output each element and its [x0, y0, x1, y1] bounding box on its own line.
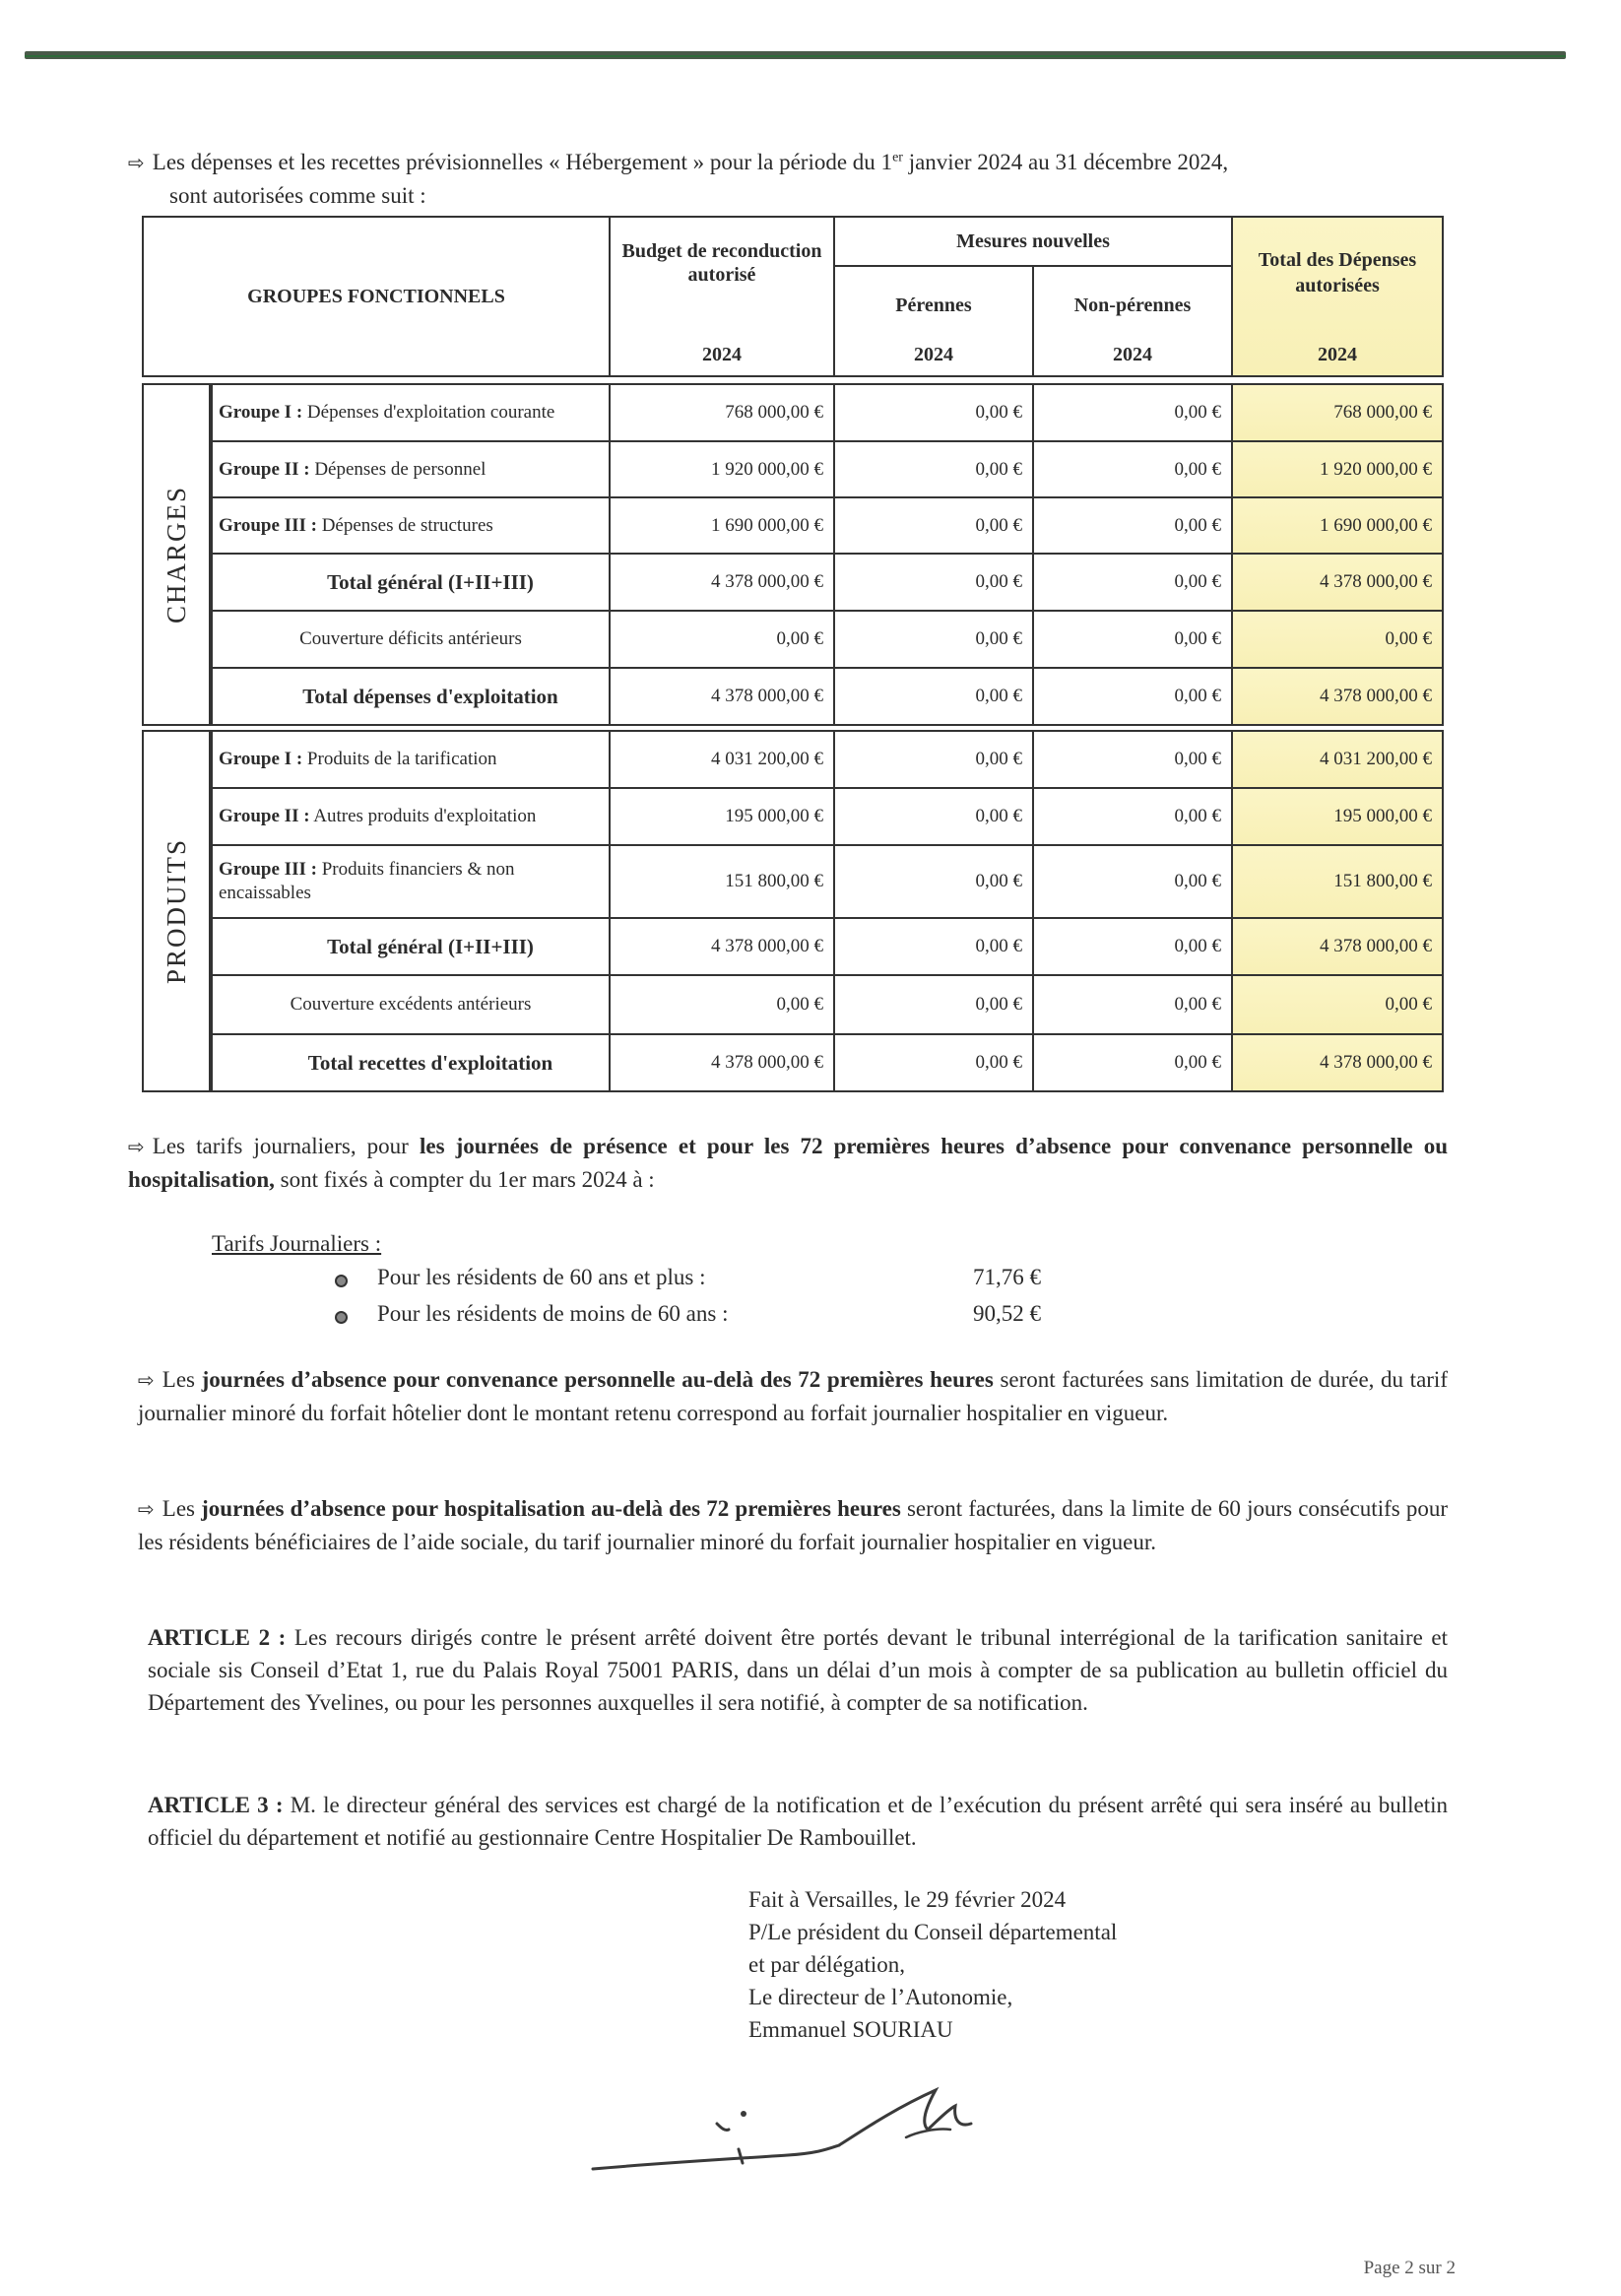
charges-total-cell: 4 378 000,00 € — [1231, 667, 1444, 726]
tarifs-bold: les journées de présence et pour les 72 premières heures d’absence pour convenance personnelle ou hospitalisation, — [128, 1134, 1448, 1192]
charges-non_perennes-cell: 0,00 € — [1032, 383, 1233, 442]
row-label-text — [219, 401, 554, 425]
header-groupes — [142, 216, 611, 377]
row-label-bold: Groupe II : — [219, 458, 310, 480]
article-3 — [148, 1789, 1448, 1854]
absence-convenance-paragraph — [138, 1363, 1448, 1429]
tarifs-text-end: sont fixés à compter du 1er mars 2024 à : — [274, 1167, 655, 1192]
row-label-normal: Autres produits d'exploitation — [309, 806, 537, 826]
charges-budget-cell: 768 000,00 € — [609, 383, 835, 442]
row-label-bold: Total général (I+II+III) — [327, 935, 534, 958]
charges-budget-cell: 4 378 000,00 € — [609, 553, 835, 612]
header-mesures — [833, 216, 1233, 267]
tarifs-paragraph — [128, 1130, 1448, 1196]
row-label-normal: Produits financiers & non encaissables — [219, 859, 515, 903]
arrow-icon: ⇨ — [128, 151, 145, 174]
row-label — [211, 730, 611, 789]
page-number: Page 2 sur 2 — [1363, 2258, 1456, 2278]
charges-budget-cell: 4 378 000,00 € — [609, 667, 835, 726]
row-label-text — [327, 935, 534, 958]
row-label-bold: Total dépenses d'exploitation — [302, 685, 558, 708]
arrow-icon: ⇨ — [138, 1368, 155, 1392]
header-non-perennes-year: 2024 — [1113, 344, 1152, 365]
row-label — [211, 610, 611, 669]
row-label — [211, 496, 611, 555]
produits-budget-cell: 0,00 € — [609, 974, 835, 1035]
charges-total-cell: 0,00 € — [1231, 610, 1444, 669]
produits-budget-cell: 4 378 000,00 € — [609, 1033, 835, 1092]
bullet-icon — [335, 1311, 348, 1324]
produits-total-cell: 4 031 200,00 € — [1231, 730, 1444, 789]
header-groupes-text: GROUPES FONCTIONNELS — [247, 285, 505, 307]
row-label-text — [308, 1051, 552, 1075]
tarifs-heading-text: Tarifs Journaliers : — [212, 1231, 382, 1256]
absence-hospitalisation-paragraph — [138, 1492, 1448, 1558]
signature-line: Emmanuel SOURIAU — [748, 2017, 953, 2042]
row-label-text — [302, 685, 557, 708]
charges-total-cell: 1 920 000,00 € — [1231, 440, 1444, 498]
charges-perennes-cell: 0,00 € — [833, 496, 1034, 555]
charges-perennes-cell: 0,00 € — [833, 440, 1034, 498]
row-label — [211, 844, 611, 919]
row-label — [211, 1033, 611, 1092]
article-3-text: M. le directeur général des services est chargé de la notification et de l’exécution du présent arrêté qui sera inséré au bulletin officiel du département et notifié au gestionnaire Centre Hospitalier De Rambouillet. — [148, 1793, 1448, 1850]
signature-line: Fait à Versailles, le 29 février 2024 — [748, 1887, 1067, 1912]
charges-budget-cell: 1 920 000,00 € — [609, 440, 835, 498]
row-label — [211, 667, 611, 726]
header-perennes — [833, 265, 1034, 377]
charges-budget-cell: 0,00 € — [609, 610, 835, 669]
header-budget-text: Budget de reconduction autorisé — [621, 240, 822, 286]
article-2 — [148, 1621, 1448, 1719]
hospitalisation-bold: journées d’absence pour hospitalisation au-delà des 72 premières heures — [201, 1496, 901, 1521]
charges-perennes-cell: 0,00 € — [833, 610, 1034, 669]
produits-total-cell: 195 000,00 € — [1231, 787, 1444, 846]
header-total — [1231, 216, 1444, 377]
row-label-text — [219, 858, 609, 905]
signature-line: Le directeur de l’Autonomie, — [748, 1985, 1013, 2009]
section-produits — [142, 730, 211, 1092]
tarifs-text: Les tarifs journaliers, pour — [152, 1134, 420, 1158]
produits-perennes-cell: 0,00 € — [833, 730, 1034, 789]
intro-line2: sont autorisées comme suit : — [169, 183, 426, 208]
produits-non_perennes-cell: 0,00 € — [1032, 974, 1233, 1035]
produits-non_perennes-cell: 0,00 € — [1032, 917, 1233, 976]
produits-budget-cell: 195 000,00 € — [609, 787, 835, 846]
charges-non_perennes-cell: 0,00 € — [1032, 553, 1233, 612]
hospitalisation-text: Les — [162, 1496, 202, 1521]
article-2-title: ARTICLE 2 : — [148, 1625, 287, 1650]
header-perennes-year: 2024 — [914, 344, 953, 365]
intro-text-end: janvier 2024 au 31 décembre 2024, — [902, 150, 1229, 174]
produits-total-cell: 151 800,00 € — [1231, 844, 1444, 919]
row-label-bold: Groupe III : — [219, 859, 317, 880]
charges-budget-cell: 1 690 000,00 € — [609, 496, 835, 555]
produits-total-cell: 4 378 000,00 € — [1231, 1033, 1444, 1092]
produits-non_perennes-cell: 0,00 € — [1032, 1033, 1233, 1092]
article-2-text: Les recours dirigés contre le présent arrêté doivent être portés devant le tribunal interrégional de la tarification sanitaire et sociale sis Conseil d’Etat 1, rue du Palais Royal 75001 PARIS, dans un délai d’un mois à compter de sa publication au bulletin officiel du Département des Yvelines, ou pour les personnes auxquelles il sera notifié, à compter de sa notification. — [148, 1625, 1448, 1715]
produits-non_perennes-cell: 0,00 € — [1032, 787, 1233, 846]
row-label-text — [299, 627, 522, 651]
produits-perennes-cell: 0,00 € — [833, 844, 1034, 919]
row-label-text — [219, 458, 486, 482]
row-label — [211, 974, 611, 1035]
produits-perennes-cell: 0,00 € — [833, 974, 1034, 1035]
article-3-title: ARTICLE 3 : — [148, 1793, 284, 1817]
row-label-normal: Couverture excédents antérieurs — [290, 994, 532, 1015]
row-label — [211, 787, 611, 846]
row-label-bold: Total recettes d'exploitation — [307, 1051, 553, 1075]
header-total-year: 2024 — [1318, 344, 1357, 365]
top-rule-accent — [25, 55, 1566, 57]
row-label-normal: Dépenses d'exploitation courante — [302, 402, 555, 423]
intro-text: Les dépenses et les recettes prévisionnelles « Hébergement » pour la période du 1 — [152, 150, 893, 174]
row-label-bold: Groupe II : — [219, 806, 310, 826]
tarifs-heading — [212, 1227, 381, 1260]
header-perennes-text: Pérennes — [895, 295, 972, 316]
row-label-bold: Groupe III : — [219, 514, 317, 536]
charges-total-cell: 1 690 000,00 € — [1231, 496, 1444, 555]
section-charges-label: CHARGES — [161, 485, 191, 624]
row-label — [211, 440, 611, 498]
produits-budget-cell: 4 031 200,00 € — [609, 730, 835, 789]
produits-non_perennes-cell: 0,00 € — [1032, 844, 1233, 919]
arrow-icon: ⇨ — [128, 1135, 145, 1158]
header-non-perennes-text: Non-pérennes — [1073, 295, 1192, 316]
row-label-text — [291, 993, 532, 1017]
row-label — [211, 553, 611, 612]
bullet-icon — [335, 1275, 348, 1287]
produits-non_perennes-cell: 0,00 € — [1032, 730, 1233, 789]
convenance-bold: journées d’absence pour convenance personnelle au-delà des 72 premières heures — [201, 1367, 994, 1392]
row-label-bold: Groupe I : — [219, 402, 303, 423]
hospitalisation-text-end: seront facturées, dans la limite de 60 jours consécutifs pour les résidents bénéficiaires de l’aide sociale, du tarif journalier minoré du forfait journalier hospitalier en vigueur. — [138, 1496, 1448, 1554]
row-label-normal: Dépenses de structures — [316, 514, 493, 536]
signature-line: P/Le président du Conseil départemental — [748, 1920, 1118, 1944]
produits-budget-cell: 4 378 000,00 € — [609, 917, 835, 976]
produits-perennes-cell: 0,00 € — [833, 787, 1034, 846]
charges-total-cell: 4 378 000,00 € — [1231, 553, 1444, 612]
section-charges — [142, 383, 211, 726]
produits-budget-cell: 151 800,00 € — [609, 844, 835, 919]
charges-non_perennes-cell: 0,00 € — [1032, 440, 1233, 498]
row-label-normal: Produits de la tarification — [302, 749, 497, 769]
header-non-perennes — [1032, 265, 1233, 377]
row-label-text — [219, 748, 497, 771]
signature-line: et par délégation, — [748, 1952, 906, 1977]
header-mesures-text: Mesures nouvelles — [956, 230, 1110, 252]
handwritten-signature — [581, 2068, 1034, 2197]
header-budget — [609, 216, 835, 377]
charges-non_perennes-cell: 0,00 € — [1032, 667, 1233, 726]
intro-paragraph — [128, 146, 1458, 212]
header-total-text: Total des Dépenses autorisées — [1258, 249, 1417, 296]
tarif-label: Pour les résidents de 60 ans et plus : — [377, 1265, 706, 1289]
signature-block — [748, 1883, 1117, 2046]
row-label-normal: Couverture déficits antérieurs — [299, 628, 522, 649]
tarif-value: 71,76 € — [973, 1265, 1041, 1289]
produits-total-cell: 4 378 000,00 € — [1231, 917, 1444, 976]
arrow-icon: ⇨ — [138, 1497, 155, 1521]
charges-perennes-cell: 0,00 € — [833, 553, 1034, 612]
charges-total-cell: 768 000,00 € — [1231, 383, 1444, 442]
charges-non_perennes-cell: 0,00 € — [1032, 496, 1233, 555]
produits-perennes-cell: 0,00 € — [833, 1033, 1034, 1092]
convenance-text: Les — [162, 1367, 202, 1392]
charges-non_perennes-cell: 0,00 € — [1032, 610, 1233, 669]
produits-total-cell: 0,00 € — [1231, 974, 1444, 1035]
convenance-text-end: seront facturées sans limitation de durée, du tarif journalier minoré du forfait hôtelier dont le montant retenu correspond au forfait journalier hospitalier en vigueur. — [138, 1367, 1448, 1425]
row-label — [211, 917, 611, 976]
charges-perennes-cell: 0,00 € — [833, 667, 1034, 726]
intro-sup: er — [892, 150, 903, 165]
row-label-text — [219, 805, 536, 828]
row-label — [211, 383, 611, 442]
section-produits-label: PRODUITS — [161, 837, 191, 985]
row-label-bold: Groupe I : — [219, 749, 303, 769]
row-label-text — [219, 514, 493, 538]
produits-perennes-cell: 0,00 € — [833, 917, 1034, 976]
tarif-label: Pour les résidents de moins de 60 ans : — [377, 1301, 729, 1326]
charges-perennes-cell: 0,00 € — [833, 383, 1034, 442]
row-label-bold: Total général (I+II+III) — [327, 570, 534, 594]
tarif-value: 90,52 € — [973, 1301, 1041, 1326]
header-budget-year: 2024 — [702, 344, 742, 365]
row-label-normal: Dépenses de personnel — [309, 458, 486, 480]
row-label-text — [327, 570, 534, 594]
